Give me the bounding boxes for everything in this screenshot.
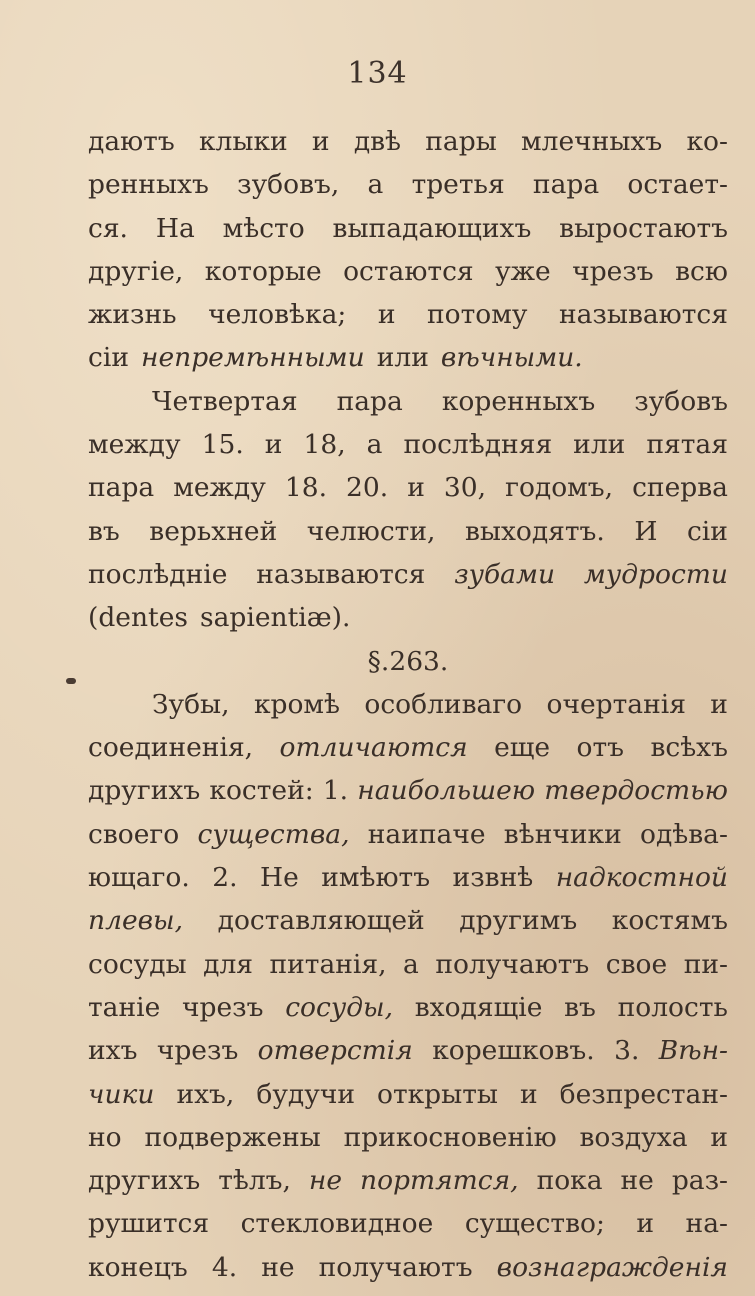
italic-word: вѣчными. <box>440 342 583 374</box>
word: пи- <box>683 948 728 980</box>
word: сосуды <box>88 948 187 980</box>
italic-word: существа, <box>197 818 350 850</box>
word: 263. <box>389 645 449 677</box>
word: выпадающихъ <box>332 212 532 244</box>
word: зубовъ, <box>237 169 340 201</box>
text-line <box>88 163 728 206</box>
italic-word: портятся, <box>360 1165 519 1197</box>
word: человѣка; <box>208 299 347 331</box>
word: и <box>377 299 396 331</box>
body-text <box>88 120 728 1289</box>
word: пары <box>425 126 497 157</box>
word: На <box>155 212 195 244</box>
word: остаются <box>343 255 474 287</box>
word: извнѣ <box>452 862 534 894</box>
word: или <box>376 342 429 374</box>
word: годомъ, <box>505 472 614 504</box>
word: sapientiæ). <box>199 602 351 634</box>
word: безпрестан- <box>559 1078 728 1110</box>
word: полость <box>617 991 728 1023</box>
word: ренныхъ <box>88 169 209 201</box>
word: другихъ <box>88 1165 201 1197</box>
text-line <box>88 1029 728 1072</box>
word: 1. <box>322 775 349 807</box>
italic-word: наибольшею <box>357 775 536 807</box>
word: пока <box>536 1165 603 1197</box>
word: существо; <box>464 1208 605 1240</box>
word: и <box>710 688 728 720</box>
word: конецъ <box>88 1251 188 1283</box>
word: ко- <box>686 126 728 157</box>
word: другіе, <box>88 255 184 287</box>
word: чрезъ <box>182 991 264 1023</box>
text-line <box>88 553 728 596</box>
text-line <box>88 726 728 769</box>
word: наипаче <box>367 818 486 850</box>
word: кромѣ <box>253 688 341 720</box>
word: И <box>634 515 658 547</box>
word: 3. <box>614 1035 640 1067</box>
word: корешковъ. <box>432 1035 595 1067</box>
text-line <box>88 1202 728 1245</box>
text-line <box>88 250 728 293</box>
word: подвержены <box>144 1121 321 1153</box>
word: другихъ <box>88 775 201 807</box>
word: сіи <box>686 515 728 547</box>
word: 30, <box>443 472 487 504</box>
text-line <box>88 510 728 553</box>
word: клыки <box>198 126 288 157</box>
word: и <box>264 429 283 461</box>
word: и <box>710 1121 728 1153</box>
word: всю <box>675 255 728 287</box>
word: §. <box>367 645 390 677</box>
word: открыты <box>377 1078 498 1110</box>
text-line <box>88 640 728 683</box>
word: называются <box>558 299 728 331</box>
word: входящіе <box>414 991 543 1023</box>
word: двѣ <box>353 126 402 157</box>
word: ющаго. <box>88 862 190 894</box>
word: (dentes <box>88 602 188 634</box>
word: соединенія, <box>88 732 254 764</box>
word: питанія, <box>269 948 387 980</box>
text-line <box>88 899 728 942</box>
word: и <box>636 1208 655 1240</box>
text-line <box>88 336 728 379</box>
word: особливаго <box>364 688 523 720</box>
word: жизнь <box>88 299 177 331</box>
page-number: 134 <box>347 56 408 91</box>
ink-mark <box>66 678 76 684</box>
word: даютъ <box>88 126 175 157</box>
word: потому <box>427 299 528 331</box>
word: таніе <box>88 991 161 1023</box>
text-line <box>88 293 728 336</box>
word: мѣсто <box>222 212 305 244</box>
text-line <box>88 769 728 812</box>
word: ихъ <box>88 1035 138 1067</box>
word: въ <box>564 991 596 1023</box>
text-line <box>88 1116 728 1159</box>
word: а <box>366 429 383 461</box>
word: другимъ <box>459 905 578 937</box>
word: тѣлъ, <box>218 1165 291 1197</box>
word: костей: <box>209 775 314 807</box>
word: 2. <box>212 862 238 894</box>
word: верьхней <box>149 515 278 547</box>
italic-word: непремѣнными <box>140 342 365 374</box>
word: получаютъ <box>318 1251 473 1283</box>
word: между <box>88 429 181 461</box>
word: 18. <box>284 472 328 504</box>
word: сіи <box>88 342 129 374</box>
word: челюсти, <box>306 515 436 547</box>
text-line <box>88 120 728 163</box>
italic-word: сосуды, <box>285 991 394 1023</box>
word: послѣдняя <box>403 429 553 461</box>
word: называются <box>256 558 426 590</box>
word: костямъ <box>611 905 728 937</box>
word: своего <box>88 818 180 850</box>
italic-word: мудрости <box>583 558 728 590</box>
word: между <box>173 472 266 504</box>
italic-word: отверстія <box>257 1035 413 1067</box>
text-line <box>88 986 728 1029</box>
word: и <box>407 472 425 504</box>
word: не <box>620 1165 654 1197</box>
word: на- <box>685 1208 728 1240</box>
word: коренныхъ <box>441 385 596 417</box>
word: прикосновенію <box>343 1121 557 1153</box>
text-line <box>88 1246 728 1289</box>
word: сперва <box>632 472 728 504</box>
word: пара <box>88 472 155 504</box>
word: выходятъ. <box>464 515 605 547</box>
text-line <box>88 683 728 726</box>
word: остает- <box>627 169 728 201</box>
word: свое <box>605 948 668 980</box>
word: раз- <box>671 1165 728 1197</box>
word: и <box>311 126 330 157</box>
word: чрезъ <box>572 255 654 287</box>
word: одѣва- <box>640 818 728 850</box>
word: зубовъ <box>634 385 728 417</box>
word: и <box>519 1078 538 1110</box>
word: Не <box>259 862 299 894</box>
word: третья <box>411 169 505 201</box>
word: 4. <box>211 1251 238 1283</box>
text-line <box>88 380 728 423</box>
text-line <box>88 943 728 986</box>
word: для <box>203 948 253 980</box>
word: а <box>403 948 419 980</box>
word: не <box>261 1251 295 1283</box>
text-line <box>88 466 728 509</box>
italic-word: зубами <box>454 558 556 590</box>
text-line <box>88 423 728 466</box>
text-line <box>88 813 728 856</box>
word: будучи <box>256 1078 355 1110</box>
text-line <box>88 207 728 250</box>
word: Зубы, <box>152 688 230 720</box>
word: выростаютъ <box>559 212 728 244</box>
word: а <box>367 169 384 201</box>
word: Четвертая <box>152 385 298 417</box>
word: стекловидное <box>240 1208 434 1240</box>
word: пара <box>532 169 600 201</box>
italic-word: надкостной <box>555 862 728 894</box>
italic-word: чики <box>88 1078 155 1110</box>
word: 18, <box>303 429 346 461</box>
word: имѣютъ <box>321 862 431 894</box>
italic-word: вознагражденія <box>496 1251 728 1283</box>
word: ся. <box>88 212 128 244</box>
word: ихъ, <box>176 1078 235 1110</box>
text-line <box>88 596 728 639</box>
word: чрезъ <box>156 1035 239 1067</box>
word: 15. <box>201 429 244 461</box>
word: всѣхъ <box>650 732 728 764</box>
word: млечныхъ <box>521 126 663 157</box>
italic-word: не <box>308 1165 343 1197</box>
word: получаютъ <box>435 948 590 980</box>
word: воздуха <box>579 1121 688 1153</box>
word: но <box>88 1121 122 1153</box>
text-line <box>88 1073 728 1116</box>
italic-word: Вѣн- <box>658 1035 728 1067</box>
word: или <box>573 429 626 461</box>
word: вѣнчики <box>503 818 622 850</box>
italic-word: отличаются <box>279 732 468 764</box>
word: отъ <box>576 732 625 764</box>
word: уже <box>495 255 551 287</box>
word: доставляющей <box>217 905 425 937</box>
word: 20. <box>346 472 389 504</box>
word: послѣдніе <box>88 558 228 590</box>
word: которые <box>204 255 322 287</box>
italic-word: твердостью <box>544 775 728 807</box>
word: пятая <box>646 429 728 461</box>
word: въ <box>88 515 120 547</box>
word: рушится <box>88 1208 210 1240</box>
italic-word: плевы, <box>88 905 184 937</box>
text-line <box>88 1159 728 1202</box>
text-line <box>88 856 728 899</box>
word: пара <box>336 385 403 417</box>
word: еще <box>494 732 551 764</box>
word: очертанія <box>546 688 686 720</box>
